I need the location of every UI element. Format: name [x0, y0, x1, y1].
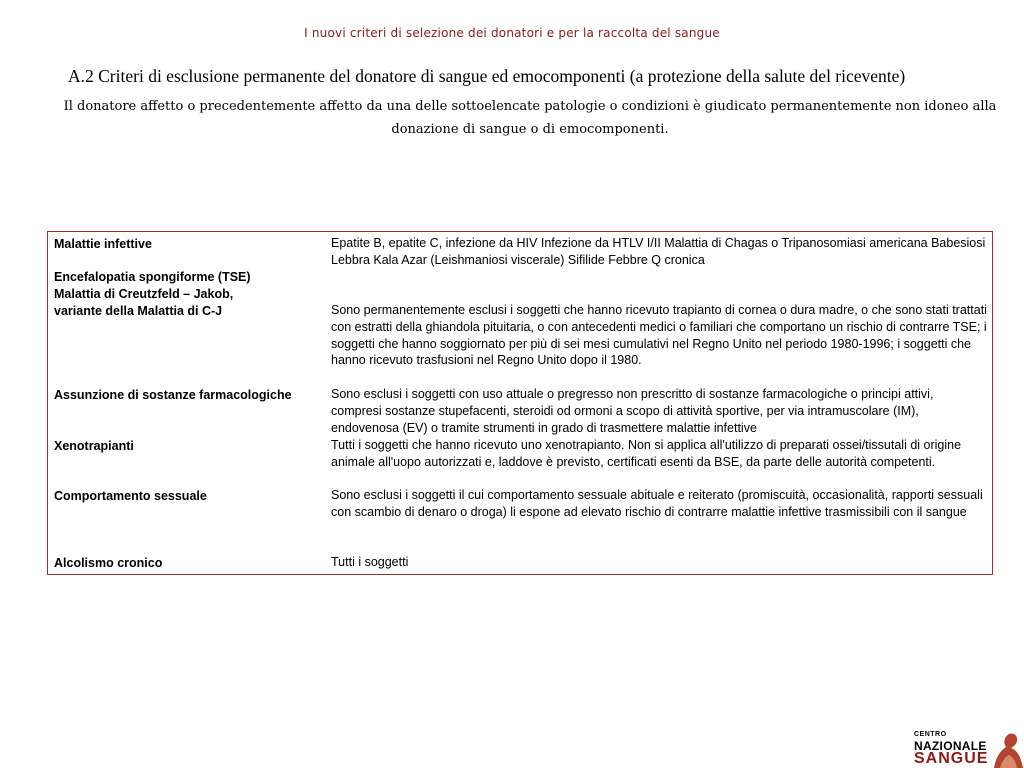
- logo-line1: CENTRO: [914, 731, 947, 738]
- row-desc-malattie-infettive: Epatite B, epatite C, infezione da HIV Infezione da HTLV I/II Malattia di Chagas o Tripanosomiasi americana Babesiosi Lebbra Kala Azar (Leishmaniosi viscerale) Sifilide Febbre Q cronica: [331, 236, 986, 267]
- section-subtitle: Il donatore affetto o precedentemente affetto da una delle sottoelencate patologie o condizioni è giudicato permanentemente non idoneo alla donazione di sangue o di emocomponenti.: [63, 99, 997, 137]
- row-desc-comportamento: Sono esclusi i soggetti il cui comportamento sessuale abituale e reiterato (promiscuità, occasionalità, rapporti sessuali con scambio di denaro o droga) li espone ad elevato rischio di contrarre malattie infettive trasmissibili con il sangue: [331, 488, 983, 519]
- row-desc-alcolismo: Tutti i soggetti: [331, 555, 409, 569]
- centro-nazionale-sangue-logo: [914, 731, 1024, 768]
- logo-line3: SANGUE: [914, 750, 989, 767]
- row-label-tse-line1: Encefalopatia spongiforme (TSE): [54, 270, 251, 284]
- row-label-xenotrapianti: Xenotrapianti: [54, 439, 134, 453]
- row-label-sostanze: Assunzione di sostanze farmacologiche: [54, 388, 292, 402]
- row-label-alcolismo: Alcolismo cronico: [54, 556, 163, 570]
- row-label-tse-line3: variante della Malattia di C-J: [54, 304, 223, 318]
- criteria-table: [47, 231, 993, 575]
- section-title: A.2 Criteri di esclusione permanente del donatore di sangue ed emocomponenti (a protezione della salute del ricevente): [68, 66, 906, 86]
- page-header: I nuovi criteri di selezione dei donatori e per la raccolta del sangue: [304, 26, 720, 40]
- row-label-comportamento: Comportamento sessuale: [54, 489, 207, 503]
- row-desc-xenotrapianti: Tutti i soggetti che hanno ricevuto uno xenotrapianto. Non si applica all'utilizzo di preparati ossei/tissutali di origine animale all'uopo autorizzati e, laddove è previsto, certificati esenti da BSE, da parte delle autorità competenti.: [331, 438, 962, 469]
- logo-figure-icon: [990, 731, 1024, 768]
- row-desc-sostanze: Sono esclusi i soggetti con uso attuale o pregresso non prescritto di sostanze farmacologiche o principi attivi, compresi sostanze stupefacenti, steroidi od ormoni a scopo di attività sportive, per via intramuscolare (IM), endovenosa (EV) o tramite strumenti in grado di trasmettere malattie infettive: [331, 387, 934, 435]
- row-desc-tse: Sono permanentemente esclusi i soggetti che hanno ricevuto trapianto di cornea o dura madre, o che sono stati trattati con estratti della ghiandola pituitaria, o con antecedenti medici o familiari che comportano un rischio di contrarre TSE; i soggetti che hanno soggiornato per più di sei mesi cumulativi nel Regno Unito nel periodo 1980-1996; i soggetti che hanno ricevuto trasfusioni nel Regno Unito dopo il 1980.: [331, 303, 987, 368]
- row-label-tse-line2: Malattia di Creutzfeld – Jakob,: [54, 287, 234, 301]
- logo-line2: NAZIONALE: [914, 739, 987, 753]
- row-label-malattie-infettive: Malattie infettive: [54, 237, 152, 251]
